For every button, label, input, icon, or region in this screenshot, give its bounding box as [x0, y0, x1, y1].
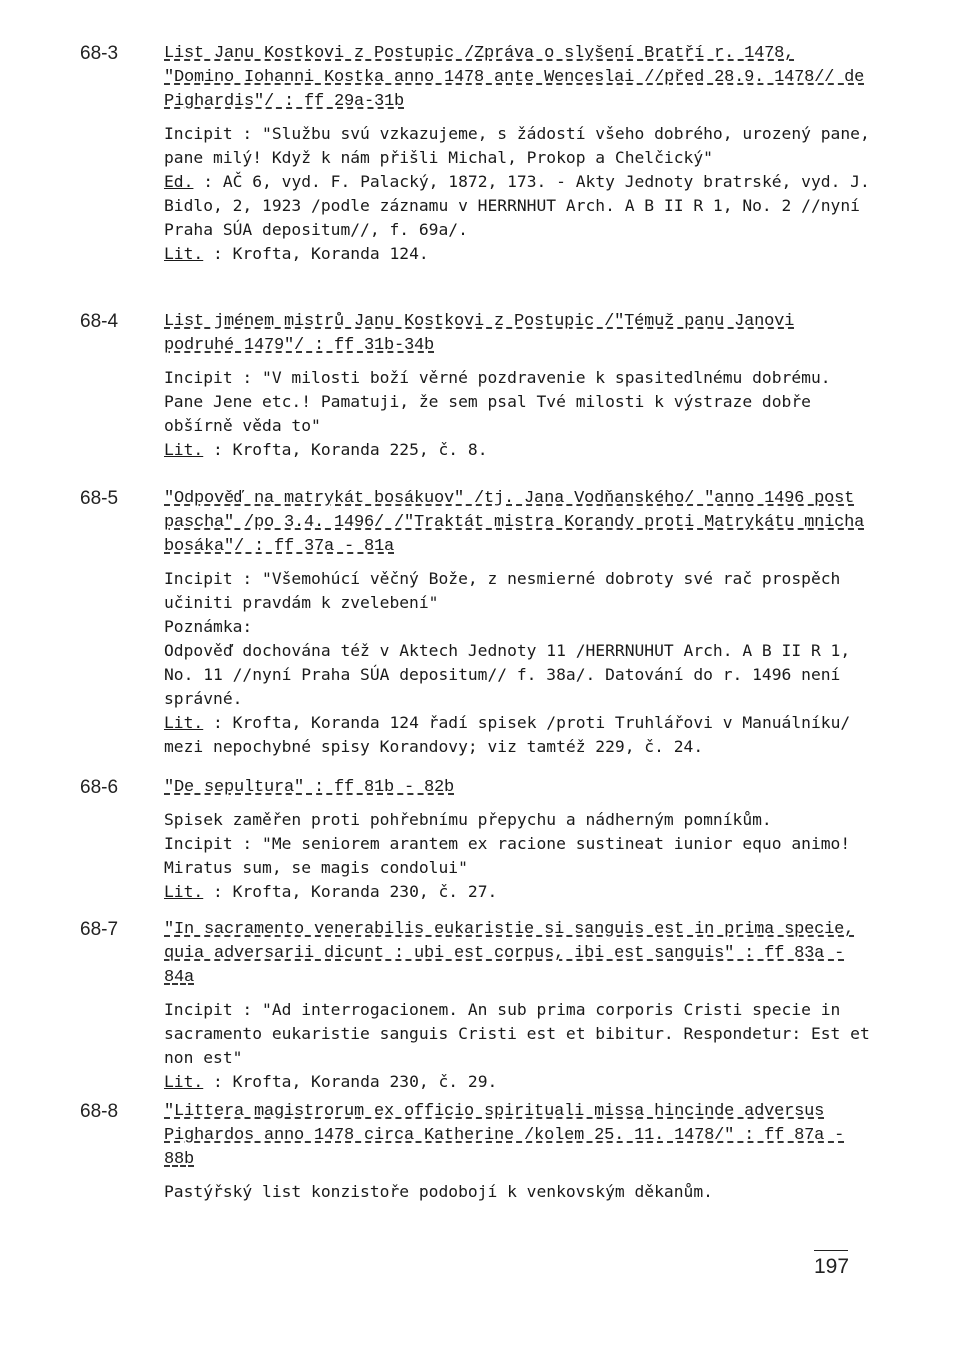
entry-title: "De sepultura" : ff 81b - 82b [164, 778, 455, 797]
literature [164, 242, 874, 266]
edition-label: Ed. [164, 172, 194, 191]
literature [164, 438, 874, 462]
entry-title: List jménem mistrů Janu Kostkovi z Postupic /"Témuž panu Janovi podruhé 1479"/ : ff 31b-34b [164, 312, 795, 355]
incipit: Incipit : "Službu svú vzkazujeme, s žádostí všeho dobrého, urozený pane, pane milý! Když k nám přišli Michal, Prokop a Chelčický" [164, 124, 870, 167]
literature [164, 1070, 874, 1094]
entry-title: "Littera magistrorum ex officio spirituali missa hincinde adversus Pighardos anno 1478 circa Katherine /kolem 25. 11. 1478/" : ff 87a - 88b [164, 1102, 845, 1169]
literature [164, 880, 874, 904]
literature-text: : Krofta, Koranda 124 řadí spisek /proti Truhlářovi v Manuálníku/ mezi nepochybné spisy Korandovy; viz tamtéž 229, č. 24. [164, 713, 851, 756]
note-label: Poznámka: [164, 617, 253, 636]
entry-content [164, 1100, 874, 1204]
entry-number: 68-8 [80, 1101, 119, 1122]
incipit: Incipit : "Ad interrogacionem. An sub prima corporis Cristi specie in sacramento eukaristie sanguis Cristi est et bibitur. Respondetur: Est et non est" [164, 1000, 870, 1067]
entry-content [164, 42, 874, 266]
entry-content [164, 776, 874, 904]
entry-content [164, 310, 874, 462]
literature-text: : Krofta, Koranda 124. [213, 244, 429, 263]
incipit: Incipit : "Me seniorem arantem ex racione sustineat iunior equo animo! Miratus sum, se magis condolui" [164, 834, 851, 877]
literature-label: Lit. [164, 440, 204, 459]
entry-title: "Odpověď na matrykát bosákuov" /tj. Jana Vodňanského/ "anno 1496 post pascha" /po 3.4. 1496/ /"Traktát mistra Korandy proti Matrykátu mnicha bosáka"/ : ff 37a - 81a [164, 489, 865, 556]
entry-title: List Janu Kostkovi z Postupic /Zpráva o slyšení Bratří r. 1478, "Domino Iohanni Kostka anno 1478 ante Wenceslai //před 28.9. 1478// de Pighardis"/ : ff 29a-31b [164, 44, 865, 111]
literature-text: : Krofta, Koranda 225, č. 8. [213, 440, 488, 459]
incipit: Incipit : "V milosti boží věrné pozdravenie k spasitedlnému dobrému. Pane Jene etc.! Pamatuji, že sem psal Tvé milosti k výstraze dobře obšírně věda to" [164, 368, 831, 435]
description: Pastýřský list konzistoře podobojí k venkovským děkanům. [164, 1182, 713, 1201]
note-text: Odpověď dochována též v Aktech Jednoty 11 /HERRNUHUT Arch. A B II R 1, No. 11 //nyní Praha SÚA depositum// f. 38a/. Datování do r. 1496 není správné. [164, 641, 851, 708]
entry-content [164, 918, 874, 1094]
literature-label: Lit. [164, 713, 204, 732]
literature-text: : Krofta, Koranda 230, č. 29. [213, 1072, 498, 1091]
entry-number: 68-4 [80, 311, 119, 332]
entry-number: 68-7 [80, 919, 119, 940]
literature [164, 711, 874, 759]
incipit: Incipit : "Všemohúcí věčný Bože, z nesmierné dobroty své rač prospěch učiniti pravdám k zvelebení" [164, 569, 841, 612]
page-number: 197 [814, 1250, 848, 1279]
entry-number: 68-5 [80, 488, 119, 509]
edition [164, 170, 874, 242]
description: Spisek zaměřen proti pohřebnímu přepychu a nádherným pomníkům. [164, 810, 772, 829]
entry-content [164, 487, 874, 759]
literature-label: Lit. [164, 1072, 204, 1091]
entry-number: 68-6 [80, 777, 119, 798]
literature-text: : Krofta, Koranda 230, č. 27. [213, 882, 498, 901]
literature-label: Lit. [164, 244, 204, 263]
literature-label: Lit. [164, 882, 204, 901]
edition-text: : AČ 6, vyd. F. Palacký, 1872, 173. - Akty Jednoty bratrské, vyd. J. Bidlo, 2, 1923 /podle záznamu v HERRNHUT Arch. A B II R 1, No. 2 //nyní Praha SÚA depositum//, f. 69a/. [164, 172, 870, 239]
entry-number: 68-3 [80, 43, 119, 64]
entry-title: "In sacramento venerabilis eukaristie si sanguis est in prima specie, quia adversarii dicunt : ubi est corpus, ibi est sanguis" : ff 83a - 84a [164, 920, 855, 987]
